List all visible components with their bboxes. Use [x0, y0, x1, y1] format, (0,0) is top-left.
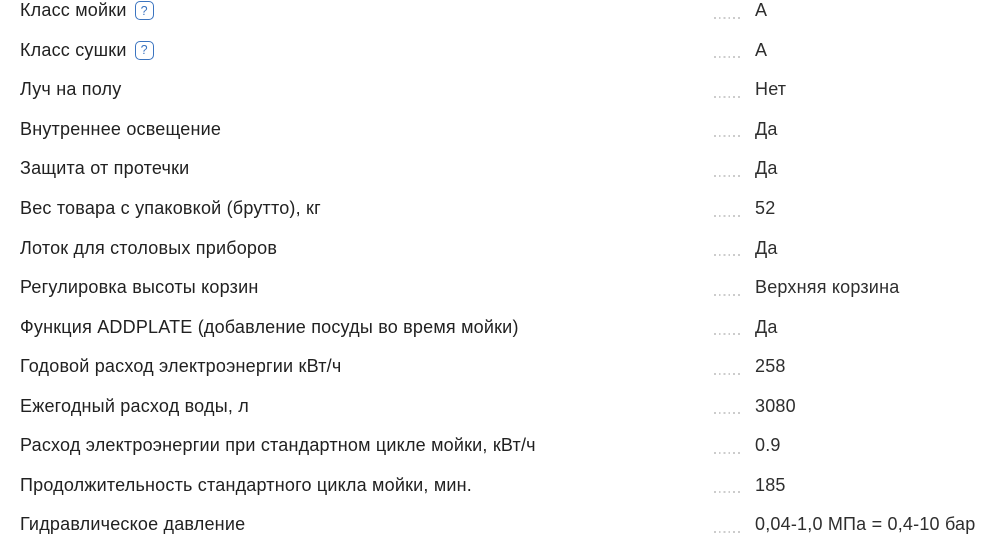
- help-icon[interactable]: ?: [135, 1, 154, 20]
- spec-label: Функция ADDPLATE (добавление посуды во время мойки): [20, 316, 519, 337]
- spec-value: 0.9: [755, 435, 781, 456]
- spec-row: [0, 466, 990, 506]
- dotted-leader: [714, 373, 740, 375]
- spec-value: Да: [755, 158, 778, 179]
- spec-label-group: [20, 396, 249, 417]
- help-icon[interactable]: ?: [135, 41, 154, 60]
- spec-row: [0, 347, 990, 387]
- spec-value: 185: [755, 474, 786, 495]
- dotted-leader: [714, 175, 740, 177]
- spec-row: [0, 505, 990, 545]
- spec-label-group: [20, 475, 472, 496]
- spec-value: Нет: [755, 79, 787, 100]
- dotted-leader: [714, 452, 740, 454]
- dotted-leader: [714, 254, 740, 256]
- spec-label-group: [20, 198, 321, 219]
- spec-value: А: [755, 0, 768, 21]
- spec-label: Ежегодный расход воды, л: [20, 395, 249, 416]
- spec-label: Вес товара с упаковкой (брутто), кг: [20, 198, 321, 218]
- dotted-leader: [714, 17, 740, 19]
- spec-value: Да: [755, 316, 778, 337]
- spec-row: [0, 307, 990, 347]
- dotted-leader: [714, 215, 740, 217]
- spec-value: 0,04-1,0 МПа = 0,4-10 бар: [755, 514, 976, 535]
- spec-row: [0, 31, 990, 71]
- spec-row: [0, 149, 990, 189]
- spec-row: [0, 386, 990, 426]
- spec-label-group: [20, 79, 121, 100]
- spec-row: [0, 189, 990, 229]
- dotted-leader: [714, 56, 740, 58]
- dotted-leader: [714, 412, 740, 414]
- spec-value: 3080: [755, 395, 796, 416]
- spec-row: [0, 268, 990, 308]
- spec-row: [0, 110, 990, 150]
- spec-label-group: [20, 514, 245, 535]
- spec-label-group: [20, 277, 258, 298]
- dotted-leader: [714, 96, 740, 98]
- spec-value: Да: [755, 237, 778, 258]
- spec-row: [0, 70, 990, 110]
- spec-label: Гидравлическое давление: [20, 514, 246, 535]
- spec-label-group: [20, 0, 154, 21]
- spec-label: Защита от протечки: [20, 158, 190, 179]
- spec-row: [0, 0, 990, 31]
- spec-label: Регулировка высоты корзин: [20, 277, 259, 298]
- spec-label: Лоток для столовых приборов: [20, 237, 278, 258]
- spec-label-group: [20, 356, 341, 377]
- spec-label-group: [20, 317, 519, 338]
- dotted-leader: [714, 135, 740, 137]
- spec-label-group: [20, 40, 154, 61]
- dotted-leader: [714, 294, 740, 296]
- spec-label: Годовой расход электроэнергии кВт/ч: [20, 356, 342, 377]
- dotted-leader: [714, 333, 740, 335]
- spec-label: Продолжительность стандартного цикла мойки, мин.: [20, 474, 472, 495]
- spec-label: Класс мойки: [20, 0, 127, 21]
- spec-value: Да: [755, 118, 778, 139]
- spec-row: [0, 228, 990, 268]
- spec-label: Класс сушки: [20, 39, 127, 60]
- spec-label: Луч на полу: [20, 79, 122, 100]
- spec-label-group: [20, 435, 536, 456]
- spec-value: 52: [755, 198, 776, 218]
- spec-label-group: [20, 158, 189, 179]
- spec-label-group: [20, 119, 221, 140]
- spec-value: А: [755, 39, 768, 60]
- spec-label: Внутреннее освещение: [20, 118, 222, 139]
- spec-value: Верхняя корзина: [755, 277, 900, 298]
- spec-row: [0, 426, 990, 466]
- spec-label: Расход электроэнергии при стандартном цикле мойки, кВт/ч: [20, 435, 536, 456]
- dotted-leader: [714, 491, 740, 493]
- dotted-leader: [714, 531, 740, 533]
- spec-value: 258: [755, 356, 786, 377]
- spec-label-group: [20, 238, 277, 259]
